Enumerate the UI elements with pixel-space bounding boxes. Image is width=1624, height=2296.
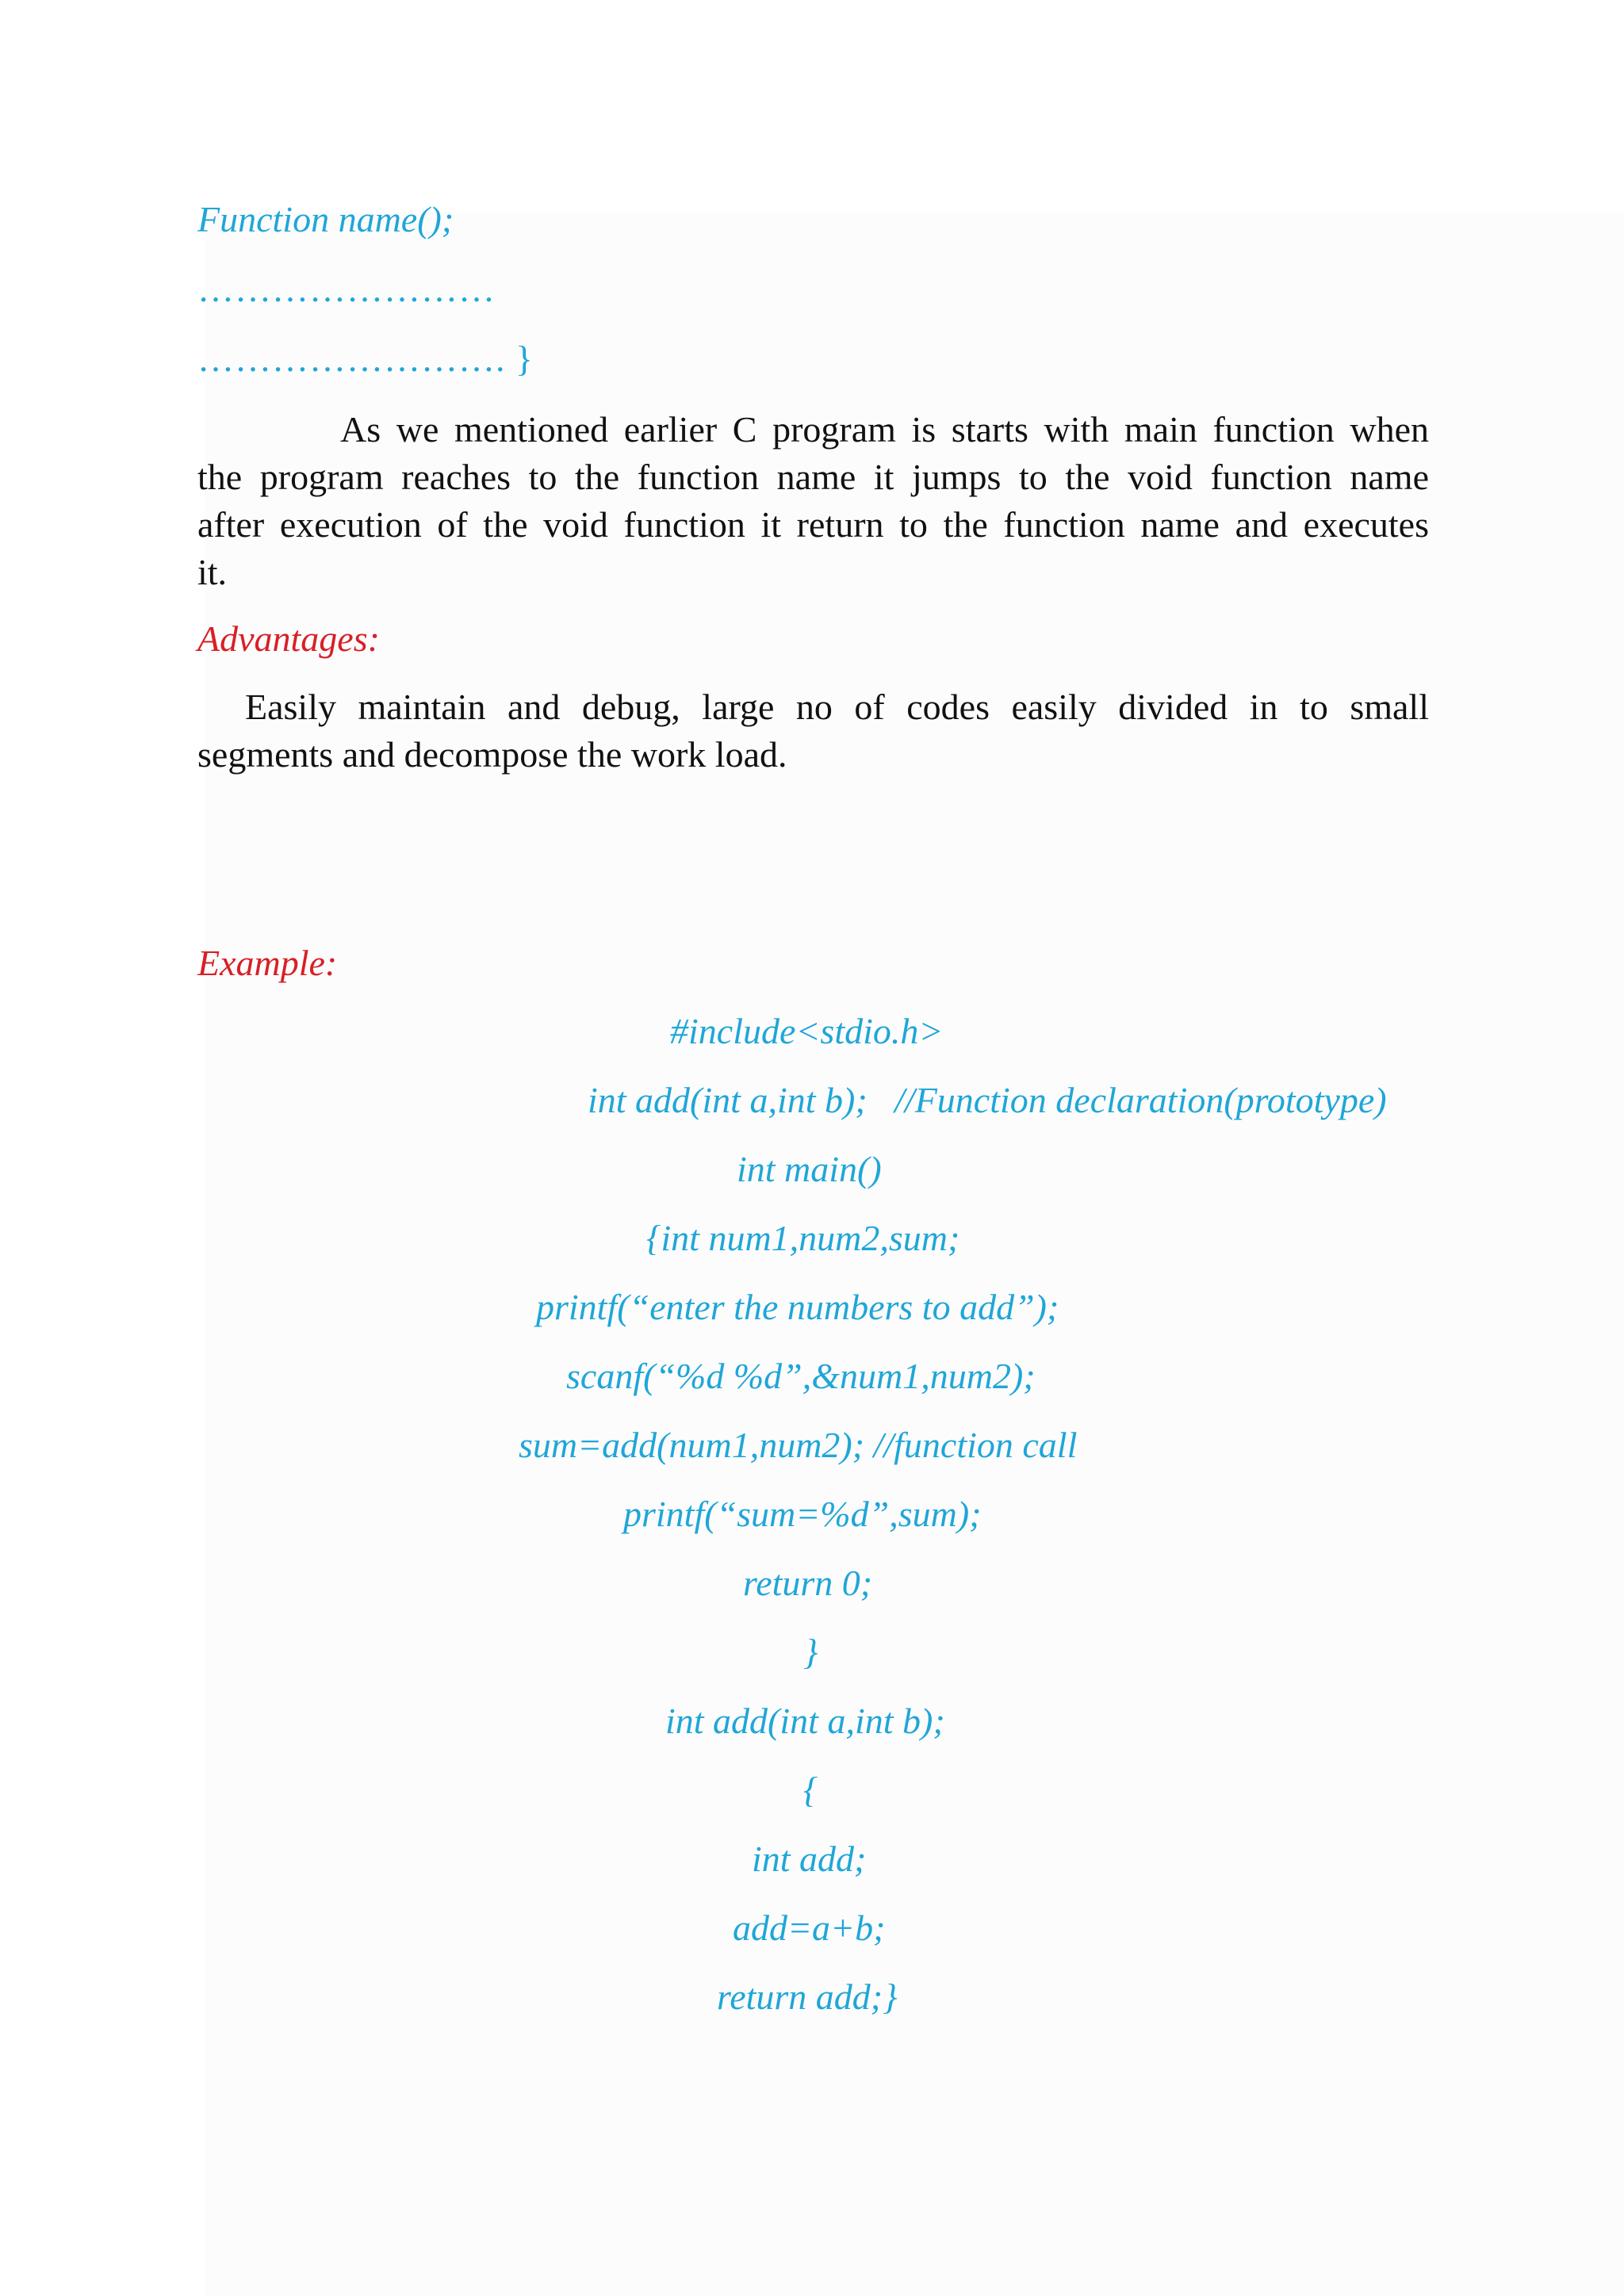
code-line: printf(“enter the numbers to add”); — [536, 1287, 1059, 1327]
code-line: {int num1,num2,sum; — [646, 1218, 960, 1258]
syntax-line-function-call: Function name(); — [197, 199, 454, 239]
syntax-line-ellipsis-brace: ……………………. } — [197, 339, 534, 379]
code-line: { — [803, 1770, 818, 1810]
paragraph-line: it. — [197, 552, 228, 592]
code-line: scanf(“%d %d”,&num1,num2); — [566, 1356, 1036, 1396]
code-line: #include<stdio.h> — [670, 1011, 944, 1051]
paragraph-line: As we mentioned earlier C program is starts with main function when — [340, 409, 1429, 450]
code-line: return 0; — [743, 1563, 873, 1603]
explanation-paragraph — [197, 406, 1429, 596]
advantages-heading: Advantages: — [197, 618, 380, 659]
paragraph-line: the program reaches to the function name it jumps to the void function name — [197, 457, 1429, 497]
paragraph-line: Easily maintain and debug, large no of codes easily divided in to small — [245, 687, 1429, 727]
code-line: int add(int a,int b); //Function declaration(prototype) — [588, 1080, 1387, 1120]
code-line: int main() — [737, 1149, 882, 1189]
code-line: sum=add(num1,num2); //function call — [519, 1425, 1078, 1465]
code-line: } — [803, 1632, 818, 1672]
code-line: return add;} — [717, 1976, 898, 2017]
code-line: int add; — [752, 1839, 867, 1879]
syntax-line-ellipsis: …………………… — [197, 269, 496, 309]
code-line: int add(int a,int b); — [665, 1701, 945, 1741]
code-line: printf(“sum=%d”,sum); — [623, 1494, 982, 1534]
advantages-paragraph — [197, 683, 1429, 779]
code-line: add=a+b; — [733, 1908, 886, 1948]
paragraph-line: after execution of the void function it return to the function name and executes — [197, 504, 1429, 545]
paragraph-line: segments and decompose the work load. — [197, 734, 787, 775]
example-heading: Example: — [197, 943, 338, 983]
